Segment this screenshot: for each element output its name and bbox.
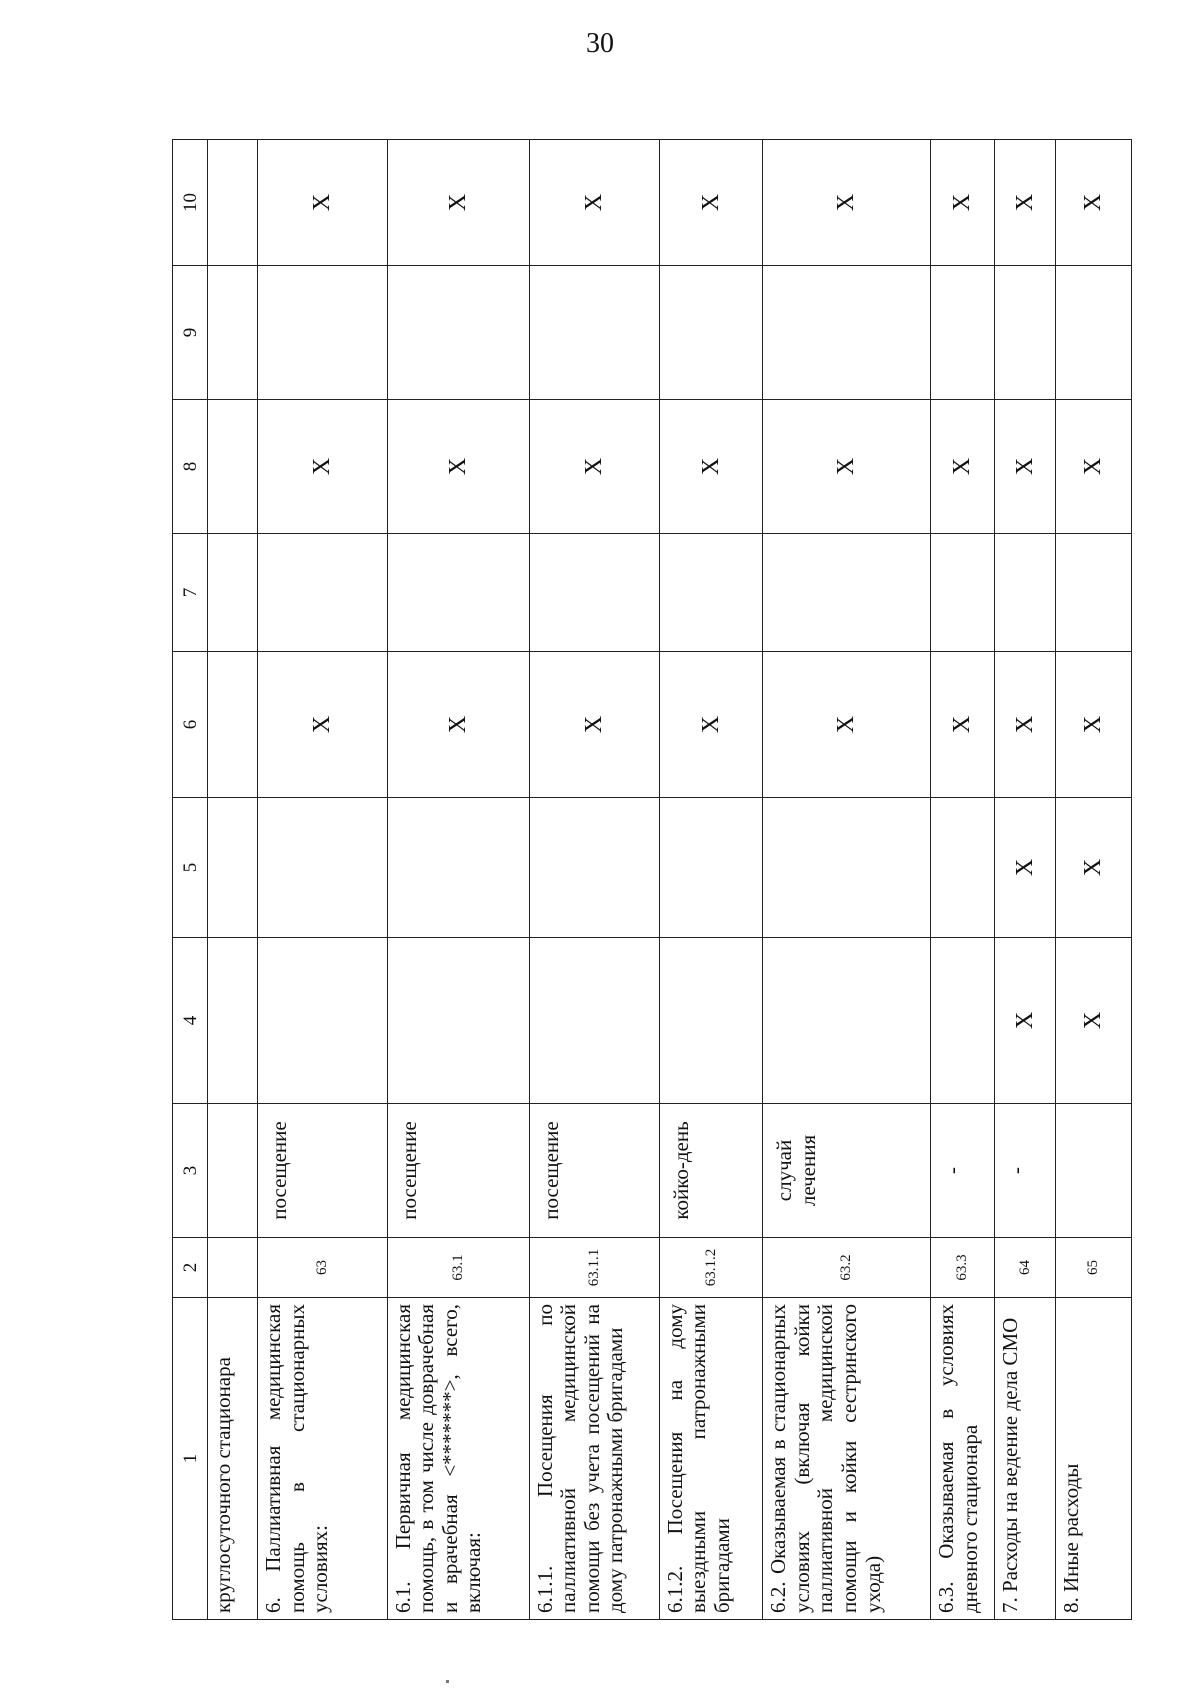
row-code-cell: 63	[258, 1238, 388, 1298]
value-cell-col-10	[208, 140, 258, 266]
value-cell-col-7	[387, 534, 529, 652]
table-row	[931, 140, 995, 1620]
unit-cell: койко-день	[659, 1104, 763, 1238]
value-cell-col-6: X	[763, 652, 931, 798]
value-cell-col-6: X	[931, 652, 995, 798]
table-row	[208, 140, 258, 1620]
value-cell-col-9	[529, 266, 659, 400]
value-cell-col-10: X	[387, 140, 529, 266]
value-cell-col-8: X	[931, 400, 995, 534]
value-cell-col-4	[529, 938, 659, 1104]
value-cell-col-4	[258, 938, 388, 1104]
column-number-4: 4	[173, 938, 208, 1104]
unit-cell: -	[994, 1104, 1055, 1238]
unit-cell: -	[931, 1104, 995, 1238]
table-row	[659, 140, 763, 1620]
column-number-9: 9	[173, 266, 208, 400]
value-cell-col-10: X	[258, 140, 388, 266]
value-cell-col-8: X	[1056, 400, 1132, 534]
table-body	[173, 140, 1132, 1620]
row-name-cell: 6.3. Оказываемая в условиях дневного стационара	[931, 1298, 995, 1620]
value-cell-col-8: X	[529, 400, 659, 534]
value-cell-col-7	[208, 534, 258, 652]
column-number-3: 3	[173, 1104, 208, 1238]
value-cell-col-5: X	[994, 798, 1055, 938]
value-cell-col-6: X	[258, 652, 388, 798]
value-cell-col-6	[208, 652, 258, 798]
value-cell-col-9	[659, 266, 763, 400]
value-cell-col-4	[387, 938, 529, 1104]
value-cell-col-10: X	[931, 140, 995, 266]
table-row	[258, 140, 388, 1620]
value-cell-col-9	[1056, 266, 1132, 400]
row-name-cell: 6. Паллиативная медицинская помощь в стационарных условиях:	[258, 1298, 388, 1620]
value-cell-col-5	[931, 798, 995, 938]
value-cell-col-6: X	[1056, 652, 1132, 798]
value-cell-col-4: X	[1056, 938, 1132, 1104]
value-cell-col-4	[659, 938, 763, 1104]
column-number-7: 7	[173, 534, 208, 652]
value-cell-col-8: X	[387, 400, 529, 534]
row-code-cell: 63.1.1	[529, 1238, 659, 1298]
row-name-cell: 6.1.2. Посещения на дому выездными патронажными бригадами	[659, 1298, 763, 1620]
row-name-cell: 8. Иные расходы	[1056, 1298, 1132, 1620]
value-cell-col-8	[208, 400, 258, 534]
value-cell-col-4	[763, 938, 931, 1104]
row-name-cell: круглосуточного стационара	[208, 1298, 258, 1620]
value-cell-col-9	[994, 266, 1055, 400]
table-row	[387, 140, 529, 1620]
unit-cell: посещение	[258, 1104, 388, 1238]
value-cell-col-7	[258, 534, 388, 652]
value-cell-col-10: X	[994, 140, 1055, 266]
scan-dot	[446, 1680, 449, 1683]
unit-cell: посещение	[529, 1104, 659, 1238]
value-cell-col-5	[529, 798, 659, 938]
column-number-2: 2	[173, 1238, 208, 1298]
table-row	[763, 140, 931, 1620]
row-code-cell: 63.3	[931, 1238, 995, 1298]
value-cell-col-5	[659, 798, 763, 938]
unit-cell	[1056, 1104, 1132, 1238]
table-row	[529, 140, 659, 1620]
value-cell-col-7	[931, 534, 995, 652]
value-cell-col-10: X	[1056, 140, 1132, 266]
page-number: 30	[586, 28, 614, 59]
value-cell-col-7	[529, 534, 659, 652]
value-cell-col-6: X	[994, 652, 1055, 798]
row-name-cell: 6.2. Оказываемая в стационарных условиях (включая койки паллиативной медицинской помощи и койки сестринского ухода)	[763, 1298, 931, 1620]
row-name-cell: 7. Расходы на ведение дела СМО	[994, 1298, 1055, 1620]
value-cell-col-10: X	[659, 140, 763, 266]
value-cell-col-8: X	[763, 400, 931, 534]
value-cell-col-9	[387, 266, 529, 400]
row-name-cell: 6.1.1. Посещения по паллиативной медицинской помощи без учета посещений на дому патронажными бригадами	[529, 1298, 659, 1620]
value-cell-col-6: X	[659, 652, 763, 798]
value-cell-col-5: X	[1056, 798, 1132, 938]
value-cell-col-10: X	[763, 140, 931, 266]
value-cell-col-7	[1056, 534, 1132, 652]
value-cell-col-9	[258, 266, 388, 400]
value-cell-col-4	[931, 938, 995, 1104]
value-cell-col-6: X	[387, 652, 529, 798]
table-row	[1056, 140, 1132, 1620]
row-code-cell	[208, 1238, 258, 1298]
column-number-1: 1	[173, 1298, 208, 1620]
row-code-cell: 63.1.2	[659, 1238, 763, 1298]
column-number-5: 5	[173, 798, 208, 938]
value-cell-col-10: X	[529, 140, 659, 266]
value-cell-col-4	[208, 938, 258, 1104]
unit-cell: посещение	[387, 1104, 529, 1238]
value-cell-col-7	[994, 534, 1055, 652]
value-cell-col-7	[659, 534, 763, 652]
value-cell-col-7	[763, 534, 931, 652]
value-cell-col-8: X	[659, 400, 763, 534]
data-table	[172, 139, 1132, 1620]
column-number-8: 8	[173, 400, 208, 534]
unit-cell: случай лечения	[763, 1104, 931, 1238]
row-code-cell: 65	[1056, 1238, 1132, 1298]
value-cell-col-5	[763, 798, 931, 938]
value-cell-col-9	[931, 266, 995, 400]
value-cell-col-8: X	[258, 400, 388, 534]
row-name-cell: 6.1. Первичная медицинская помощь, в том числе доврачебная и врачебная <*******>, всего, включая:	[387, 1298, 529, 1620]
value-cell-col-5	[258, 798, 388, 938]
unit-cell	[208, 1104, 258, 1238]
row-code-cell: 63.2	[763, 1238, 931, 1298]
value-cell-col-4: X	[994, 938, 1055, 1104]
value-cell-col-9	[208, 266, 258, 400]
column-number-6: 6	[173, 652, 208, 798]
row-code-cell: 64	[994, 1238, 1055, 1298]
value-cell-col-5	[387, 798, 529, 938]
column-number-row	[173, 140, 208, 1620]
value-cell-col-6: X	[529, 652, 659, 798]
rotated-table-container	[172, 140, 1132, 1620]
table-row	[994, 140, 1055, 1620]
column-number-10: 10	[173, 140, 208, 266]
value-cell-col-8: X	[994, 400, 1055, 534]
value-cell-col-9	[763, 266, 931, 400]
value-cell-col-5	[208, 798, 258, 938]
row-code-cell: 63.1	[387, 1238, 529, 1298]
